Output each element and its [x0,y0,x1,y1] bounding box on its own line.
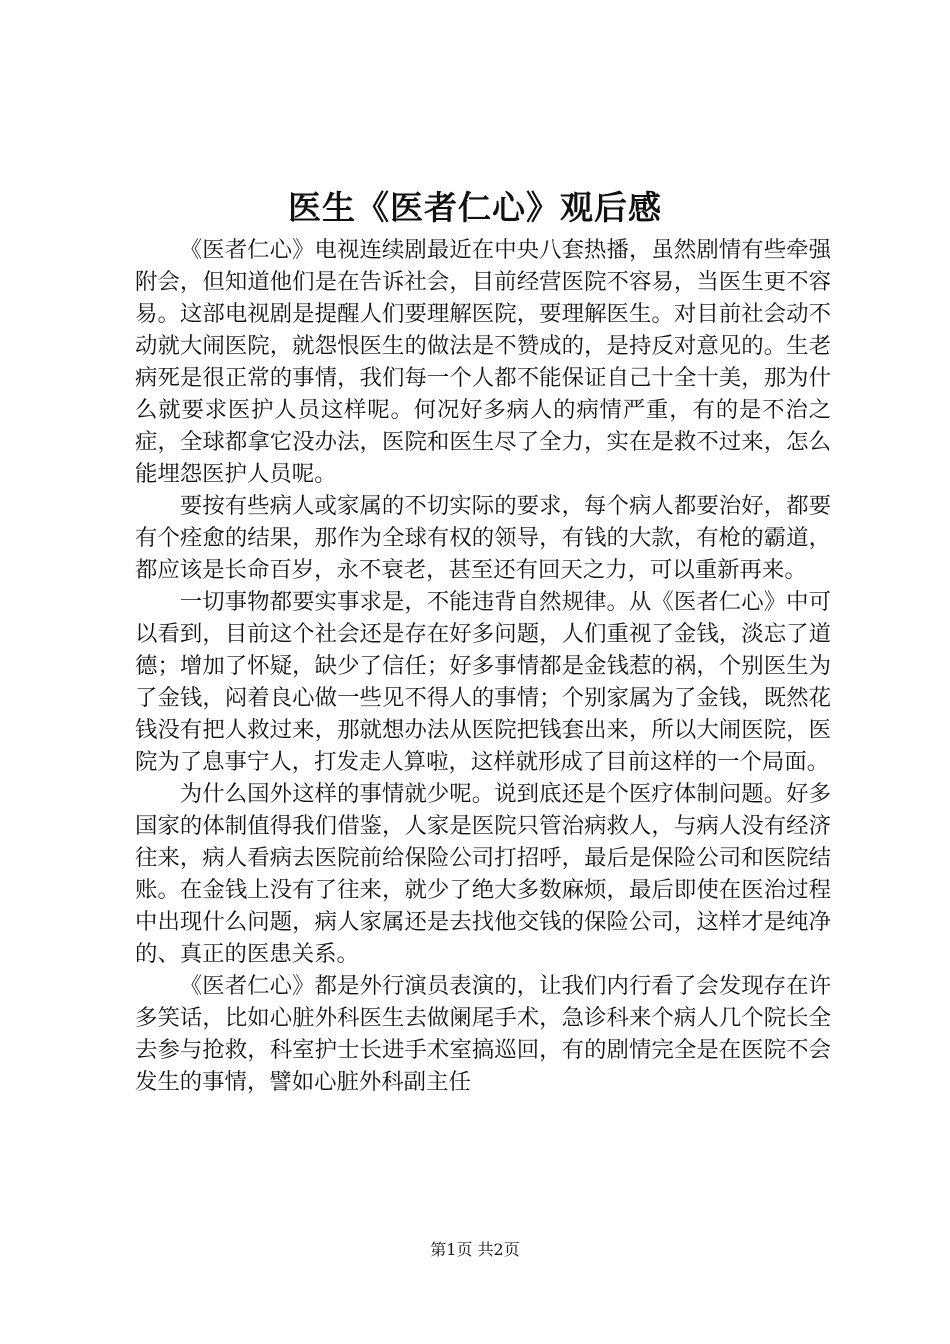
paragraph: 《医者仁心》电视连续剧最近在中央八套热播，虽然剧情有些牵强附会，但知道他们是在告诉社会，目前经营医院不容易，当医生更不容易。这部电视剧是提醒人们要理解医院，要理解医生。对目前社会动不动就大闹医院，就怨恨医生的做法是不赞成的，是持反对意见的。生老病死是很正常的事情，我们每一个人都不能保证自己十全十美，那为什么就要求医护人员这样呢。何况好多病人的病情严重，有的是不治之症，全球都拿它没办法，医院和医生尽了全力，实在是救不过来，怎么能埋怨医护人员呢。 [135,237,831,487]
paragraph: 要按有些病人或家属的不切实际的要求，每个病人都要治好，都要有个痊愈的结果，那作为全球有权的领导，有钱的大款，有枪的霸道，都应该是长命百岁，永不衰老，甚至还有回天之力，可以重新再来。 [135,493,831,583]
paragraph: 一切事物都要实事求是，不能违背自然规律。从《医者仁心》中可以看到，目前这个社会还是存在好多问题，人们重视了金钱，淡忘了道德；增加了怀疑，缺少了信任；好多事情都是金钱惹的祸，个别医生为了金钱，闷着良心做一些见不得人的事情；个别家属为了金钱，既然花钱没有把人救过来，那就想办法从医院把钱套出来，所以大闹医院，医院为了息事宁人，打发走人算啦，这样就形成了目前这样的一个局面。 [135,589,831,775]
paragraph: 为什么国外这样的事情就少呢。说到底还是个医疗体制问题。好多国家的体制值得我们借鉴，人家是医院只管治病救人，与病人没有经济往来，病人看病去医院前给保险公司打招呼，最后是保险公司和医院结账。在金钱上没有了往来，就少了绝大多数麻烦，最后即使在医治过程中出现什么问题，病人家属还是去找他交钱的保险公司，这样才是纯净的、真正的医患关系。 [135,781,831,967]
document-body [135,234,831,1098]
document-title: 医生《医者仁心》观后感 [288,188,662,227]
paragraph: 《医者仁心》都是外行演员表演的，让我们内行看了会发现存在许多笑话，比如心脏外科医生去做阑尾手术，急诊科来个病人几个院长全去参与抢救，科室护士长进手术室搞巡回，有的剧情完全是在医院不会发生的事情，譬如心脏外科副主任 [135,973,831,1095]
page-number-footer: 第1页 共2页 [430,1240,520,1259]
